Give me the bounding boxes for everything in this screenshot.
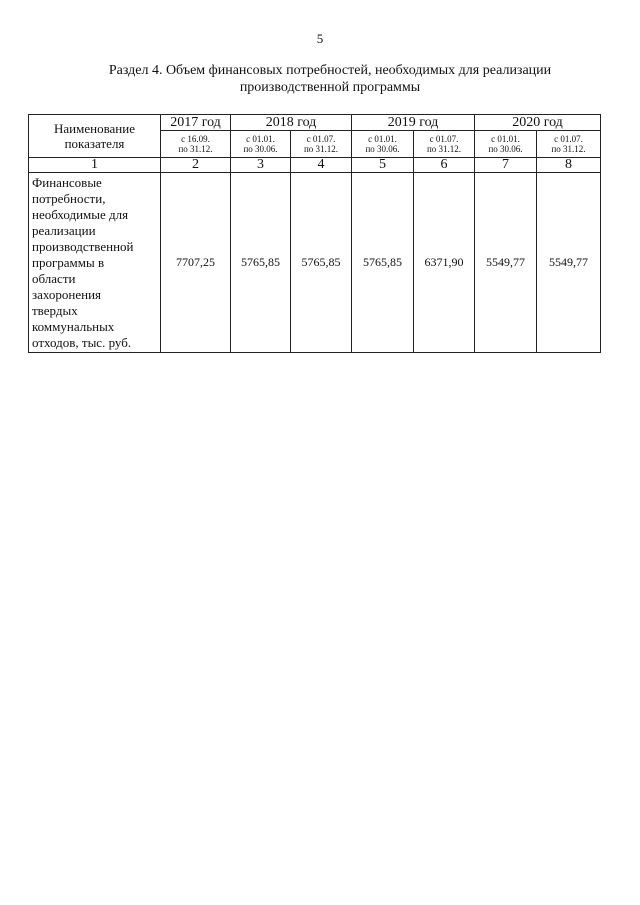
- header-period-1: [161, 131, 231, 158]
- column-number-8: 8: [537, 158, 601, 173]
- period-from: с 01.07.: [554, 134, 583, 144]
- column-number-1: 1: [29, 158, 161, 173]
- section-title-line-2: производственной программы: [239, 80, 421, 95]
- value-cell-2018-period-1: 5765,85: [231, 173, 291, 353]
- period-from: с 01.07.: [306, 134, 336, 144]
- header-year-2018: 2018 год: [231, 115, 352, 131]
- period-from: с 01.07.: [429, 134, 459, 144]
- header-indicator-name-line-1: Наименование: [54, 121, 135, 136]
- header-period-4: [352, 131, 414, 158]
- column-number-5: 5: [352, 158, 414, 173]
- indicator-name-line: области: [32, 271, 76, 286]
- section-title-line-1: Раздел 4. Объем финансовых потребностей, необходимых для реализации: [108, 63, 552, 78]
- column-number-6: 6: [414, 158, 475, 173]
- period-from: с 01.01.: [491, 134, 520, 144]
- indicator-name-line: потребности,: [32, 191, 106, 206]
- value-cell-2020-period-1: 5549,77: [475, 173, 537, 353]
- header-period-7: [537, 131, 601, 158]
- header-year-2017: 2017 год: [161, 115, 231, 131]
- page-number: 5: [316, 31, 324, 46]
- period-to: по 31.12.: [303, 144, 339, 154]
- period-to: по 31.12.: [426, 144, 462, 154]
- indicator-name-line: коммунальных: [32, 319, 115, 334]
- header-period-3: [291, 131, 352, 158]
- header-indicator-name: [29, 115, 161, 158]
- value-cell-2020-period-2: 5549,77: [537, 173, 601, 353]
- column-number-7: 7: [475, 158, 537, 173]
- indicator-name-line: программы в: [32, 255, 105, 270]
- financial-needs-table: [28, 114, 601, 353]
- value-cell-2019-period-2: 6371,90: [414, 173, 475, 353]
- header-year-2019: 2019 год: [352, 115, 475, 131]
- value-cell-2018-period-2: 5765,85: [291, 173, 352, 353]
- table-row: [29, 173, 601, 353]
- header-indicator-name-line-2: показателя: [64, 136, 125, 151]
- period-from: с 16.09.: [181, 134, 210, 144]
- period-to: по 31.12.: [178, 144, 213, 154]
- indicator-name-line: Финансовые: [32, 175, 102, 190]
- period-to: по 30.06.: [365, 144, 400, 154]
- value-cell-2017-period-1: 7707,25: [161, 173, 231, 353]
- value-cell-2019-period-1: 5765,85: [352, 173, 414, 353]
- column-number-3: 3: [231, 158, 291, 173]
- indicator-name-line: захоронения: [32, 287, 102, 302]
- header-period-5: [414, 131, 475, 158]
- header-row-column-numbers: [29, 158, 601, 173]
- indicator-name-line: отходов, тыс. руб.: [32, 335, 132, 350]
- indicator-name-line: реализации: [32, 223, 96, 238]
- section-title: [40, 62, 620, 96]
- header-period-6: [475, 131, 537, 158]
- header-period-2: [231, 131, 291, 158]
- indicator-name-line: производственной: [32, 239, 134, 254]
- period-from: с 01.01.: [368, 134, 397, 144]
- period-from: с 01.01.: [246, 134, 275, 144]
- period-to: по 30.06.: [488, 144, 523, 154]
- header-row-years: [29, 115, 601, 131]
- period-to: по 30.06.: [243, 144, 278, 154]
- indicator-name-line: твердых: [32, 303, 78, 318]
- indicator-name-line: необходимые для: [32, 207, 129, 222]
- period-to: по 31.12.: [551, 144, 586, 154]
- column-number-2: 2: [161, 158, 231, 173]
- column-number-4: 4: [291, 158, 352, 173]
- header-year-2020: 2020 год: [475, 115, 601, 131]
- indicator-name-cell: [29, 173, 161, 353]
